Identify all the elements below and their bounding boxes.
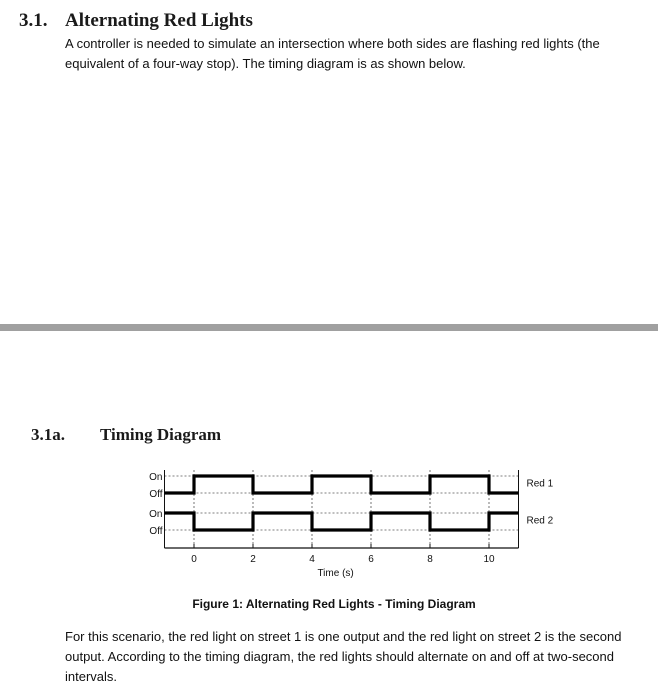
x-axis-label: Time (s) bbox=[317, 568, 354, 579]
intro-paragraph: A controller is needed to simulate an intersection where both sides are flashing red lights (the equivalent of a four-way stop). The timing diagram is as shown below. bbox=[65, 36, 600, 71]
figure-caption: Figure 1: Alternating Red Lights - Timing Diagram bbox=[192, 597, 476, 611]
x-axis bbox=[165, 470, 519, 579]
subsection-title: Timing Diagram bbox=[100, 425, 222, 444]
page-divider bbox=[0, 324, 658, 331]
subsection-number: 3.1a. bbox=[31, 425, 65, 444]
x-tick-label: 0 bbox=[191, 554, 197, 565]
closing-paragraph: For this scenario, the red light on street 1 is one output and the red light on street 2 is the second output. According to the timing diagram, the red lights should alternate on and off at two-second intervals. bbox=[65, 629, 622, 684]
series-label: Red 1 bbox=[526, 478, 554, 490]
x-tick-label: 8 bbox=[427, 554, 433, 565]
series-label: Red 2 bbox=[526, 515, 554, 527]
x-tick-label: 10 bbox=[483, 554, 495, 565]
signal-traces bbox=[165, 476, 519, 530]
x-tick-label: 4 bbox=[309, 554, 315, 565]
state-label-on: On bbox=[149, 509, 163, 520]
signal-trace-2 bbox=[165, 513, 519, 530]
section-number: 3.1. bbox=[19, 10, 48, 31]
x-tick-label: 2 bbox=[250, 554, 256, 565]
state-label-on: On bbox=[149, 472, 163, 483]
state-label-off: Off bbox=[149, 489, 163, 500]
timing-diagram bbox=[0, 460, 658, 585]
grid-lines bbox=[165, 470, 519, 548]
chart-labels bbox=[149, 472, 553, 537]
x-tick-label: 6 bbox=[368, 554, 374, 565]
state-label-off: Off bbox=[149, 526, 163, 537]
section-title: Alternating Red Lights bbox=[65, 10, 253, 31]
signal-trace-1 bbox=[165, 476, 519, 493]
